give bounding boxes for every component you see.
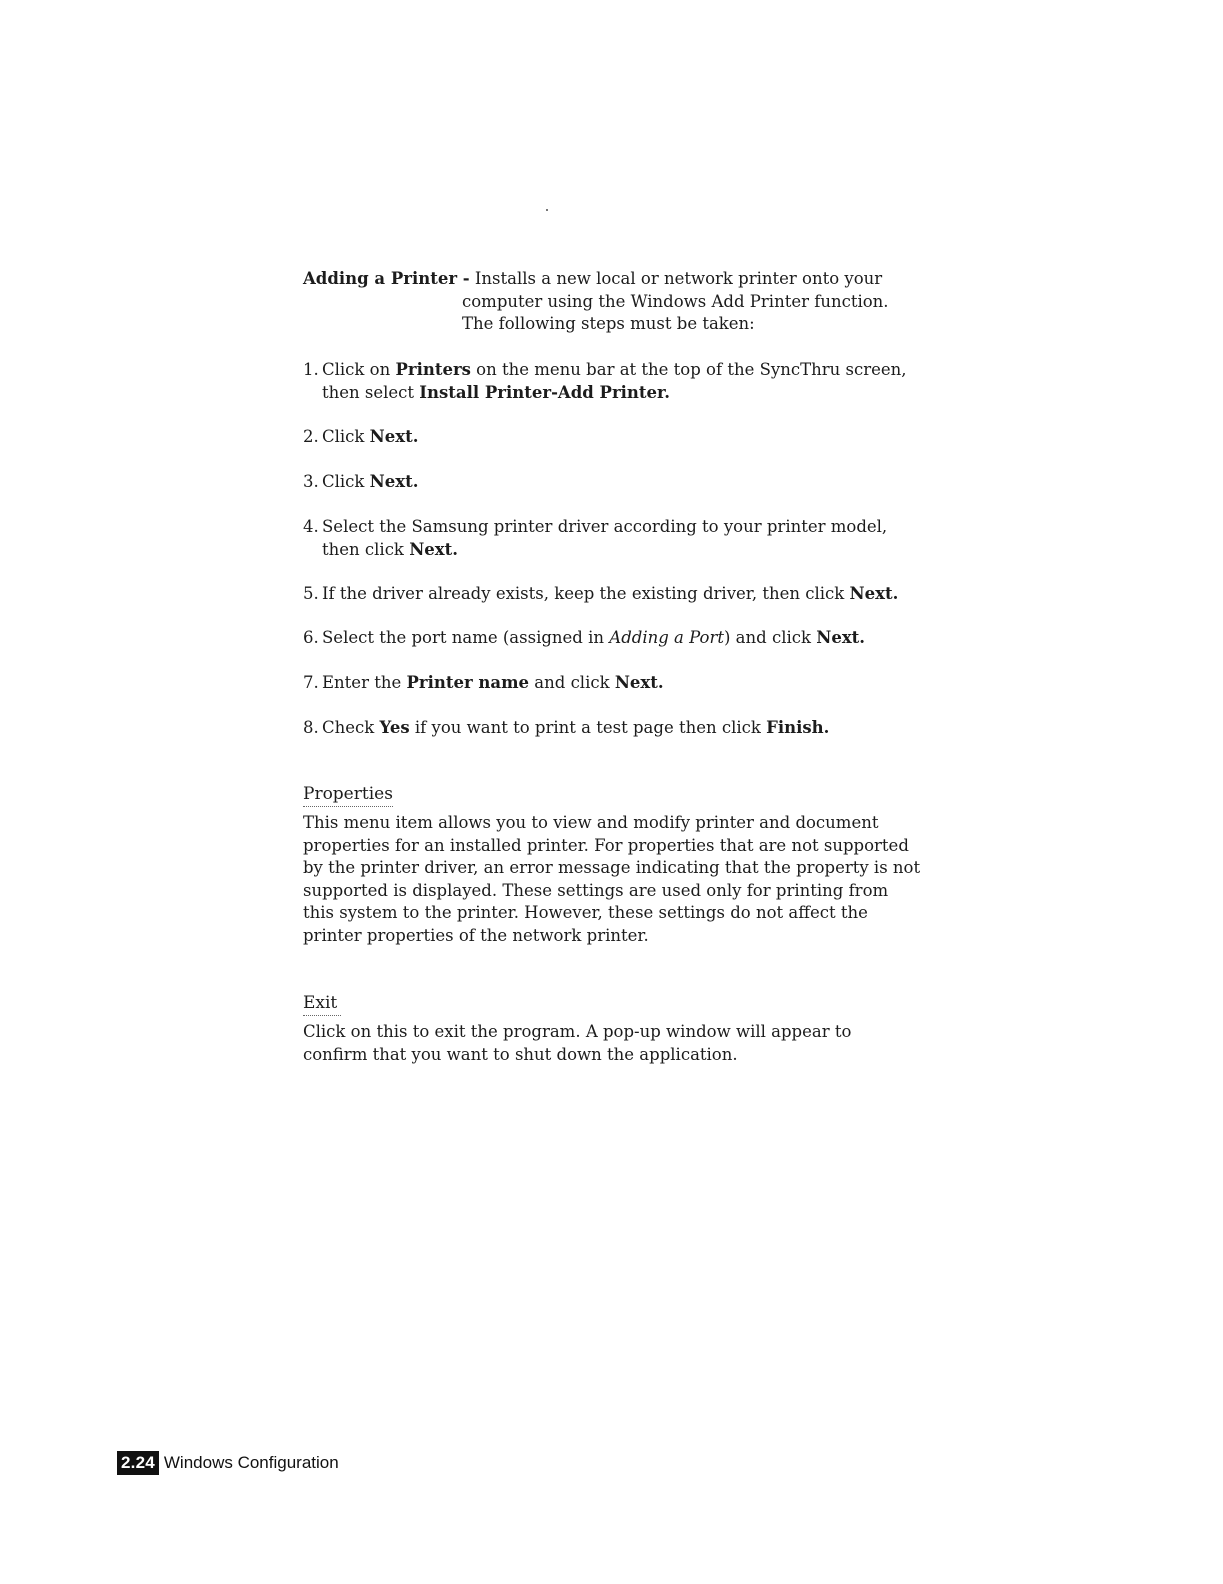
exit-heading-underline <box>303 1015 341 1016</box>
step-5-text: If the driver already exists, keep the existing driver, then click <box>322 584 850 603</box>
step-7 <box>303 672 923 695</box>
adding-printer-title: Adding a Printer - <box>303 269 470 288</box>
step-6-text-cont: ) and click <box>724 628 817 647</box>
adding-printer-block <box>303 268 923 336</box>
properties-line: printer properties of the network printer. <box>303 925 649 945</box>
scan-speck <box>546 209 548 211</box>
step-8-yes-label: Yes <box>379 718 410 737</box>
page-footer <box>117 1451 339 1475</box>
step-4-number: 4. <box>303 517 319 536</box>
step-7-next-label: Next. <box>614 673 664 692</box>
step-4-then-text: then click <box>322 539 410 559</box>
step-5-next-label: Next. <box>849 584 899 603</box>
properties-line: This menu item allows you to view and modify printer and document <box>303 813 879 832</box>
step-2-number: 2. <box>303 427 319 446</box>
properties-line: by the printer driver, an error message indicating that the property is not <box>303 858 921 877</box>
step-2-text: Click <box>322 427 370 446</box>
exit-line: Click on this to exit the program. A pop-up window will appear to <box>303 1022 852 1041</box>
properties-line: properties for an installed printer. For properties that are not supported <box>303 835 909 855</box>
step-7-text: Enter the <box>322 673 407 692</box>
properties-heading-underline <box>303 806 393 807</box>
step-4-line1 <box>303 516 923 539</box>
step-7-number: 7. <box>303 673 319 692</box>
properties-paragraph <box>303 812 923 947</box>
step-1-printers-label: Printers <box>395 360 471 379</box>
step-3-number: 3. <box>303 472 319 491</box>
properties-line: supported is displayed. These settings are used only for printing from <box>303 880 889 900</box>
step-8-finish-label: Finish. <box>766 718 830 737</box>
step-2 <box>303 426 923 449</box>
exit-heading: Exit <box>303 993 338 1013</box>
adding-printer-first-line <box>303 268 923 291</box>
step-5-number: 5. <box>303 584 319 603</box>
adding-printer-desc-line1: Installs a new local or network printer onto your <box>474 269 883 288</box>
exit-paragraph <box>303 1021 923 1066</box>
step-1-line2 <box>303 382 923 405</box>
step-8 <box>303 717 923 740</box>
step-4-text: Select the Samsung printer driver according to your printer model, <box>322 517 888 536</box>
step-2-next-label: Next. <box>369 427 419 446</box>
step-6 <box>303 627 923 650</box>
step-3-next-label: Next. <box>369 472 419 491</box>
step-8-text-cont: if you want to print a test page then click <box>409 718 767 737</box>
step-1-line1 <box>303 359 923 382</box>
step-7-text-cont: and click <box>529 673 615 692</box>
adding-printer-desc-line3: The following steps must be taken: <box>462 314 755 333</box>
step-3-text: Click <box>322 472 370 491</box>
adding-printer-desc-line2: computer using the Windows Add Printer function. <box>462 291 889 311</box>
step-1-install-label: Install Printer-Add Printer. <box>419 382 670 402</box>
page-number-badge: 2.24 <box>117 1451 159 1475</box>
step-8-number: 8. <box>303 718 319 737</box>
step-6-text: Select the port name (assigned in <box>322 628 610 647</box>
step-4-next-label: Next. <box>409 539 458 559</box>
properties-line: this system to the printer. However, these settings do not affect the <box>303 903 868 922</box>
step-1-then-text: then select <box>322 382 420 402</box>
step-4-line2 <box>303 539 923 562</box>
step-6-next-label: Next. <box>816 628 866 647</box>
step-4 <box>303 516 923 561</box>
chapter-label: Windows Configuration <box>163 1453 339 1472</box>
step-1 <box>303 359 923 404</box>
step-7-printer-name-label: Printer name <box>406 673 530 692</box>
properties-heading: Properties <box>303 784 393 804</box>
step-5 <box>303 583 923 606</box>
step-3 <box>303 471 923 494</box>
step-8-text: Check <box>322 718 380 737</box>
step-1-text: Click on <box>322 360 396 379</box>
step-6-adding-port-ref: Adding a Port <box>609 628 724 647</box>
exit-line: confirm that you want to shut down the application. <box>303 1044 738 1064</box>
step-1-text-cont: on the menu bar at the top of the SyncThru screen, <box>470 360 907 379</box>
step-1-number: 1. <box>303 360 319 379</box>
step-6-number: 6. <box>303 628 319 647</box>
